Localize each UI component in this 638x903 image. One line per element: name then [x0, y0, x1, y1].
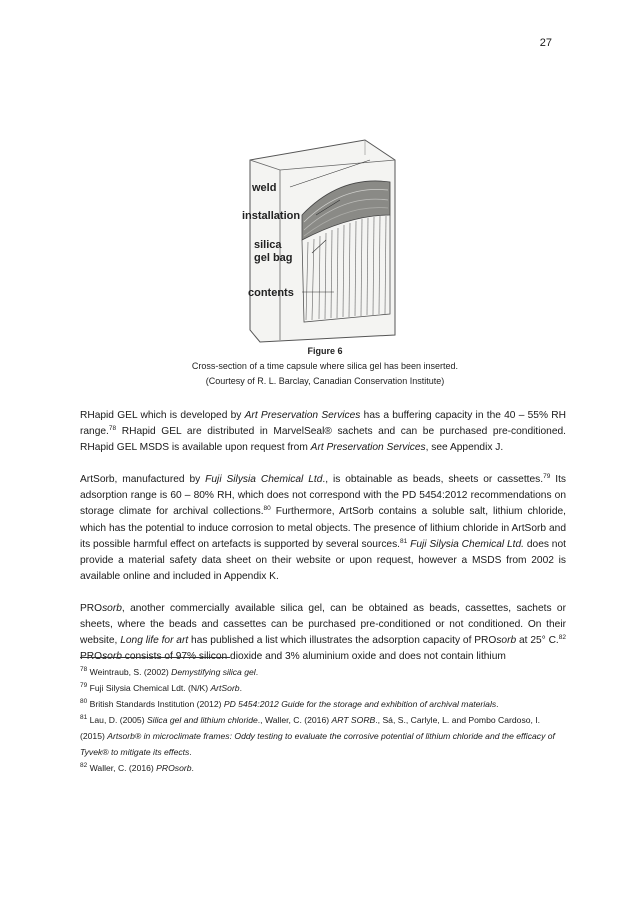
figure-caption-text: Cross-section of a time capsule where silica gel has been inserted.	[191, 361, 459, 371]
paragraph-prosorb: PROsorb, another commercially available silica gel, can be obtained as beads, cassettes, sachets or sheets, where the beads and cassettes can be purchased pre-conditioned or not conditioned. On their website, Long life for art has published a list which illustrates the adsorption capacity of PROsorb at 25° C.$^{82}$ PROsorb consists of 97% silicon dioxide and 3% aluminium oxide and does not contain lithium	[80, 602, 566, 663]
footnote-ref-82[interactable]: 82	[558, 634, 566, 642]
label-installation: installation	[242, 210, 301, 222]
paragraph-rhapid: RHapid GEL which is developed by Art Preservation Services has a buffering capacity in the 40 – 55% RH range.$^{78}$ RHapid GEL are distributed in MarvelSeal® sachets and can be purchased pre-conditioned. RHapid GEL MSDS is available upon request from Art Preservation Services, see Appendix J.	[80, 410, 566, 454]
footnotes	[80, 664, 566, 776]
footnote-81: $^{81}$ Lau, D. (2005) Silica gel and lithium chloride., Waller, C. (2016) ART SORB., Sá, S., Carlyle, L. and Pombo Cardoso, I. (2015) Artsorb® in microclimate frames: Oddy testing to evaluate the corrosive potential of lithium chloride and the efficacy of Tyvek® to mitigate its effects.	[80, 714, 555, 757]
footnote-ref-79[interactable]: 79	[543, 473, 551, 481]
page-number: 27	[539, 37, 552, 49]
figure-credit: (Courtesy of R. L. Barclay, Canadian Conservation Institute)	[205, 376, 445, 386]
time-capsule-drawing	[230, 130, 415, 350]
footnote-divider	[80, 657, 230, 658]
footnote-ref-78[interactable]: 78	[108, 425, 117, 433]
label-weld: weld	[252, 182, 277, 194]
paragraph-artsorb: ArtSorb, manufactured by Fuji Silysia Chemical Ltd., is obtainable as beads, sheets or cassettes.$^{79}$ Its adsorption range is 60 – 80% RH, which does not correspond with the PD 5454:2012 recommendations on storage climate for archival collections.$^{80}$ Furthermore, ArtSorb contains a soluble salt, lithium chloride, which has the potential to induce corrosion to metal objects. The presence of lithium chloride in ArtSorb and its possible harmful effect on artefacts is supported by several sources.$^{81}$ Fuji Silysia Chemical Ltd. does not provide a material safety data sheet on their website or upon request, however a MSDS from 2002 is available online and included in Appendix K.	[80, 473, 566, 582]
footnote-80: $^{80}$ British Standards Institution (2012) PD 5454:2012 Guide for the storage and exhibition of archival materials.	[80, 698, 499, 709]
footnote-78: $^{78}$ Weintraub, S. (2002) Demystifying silica gel.	[80, 666, 259, 677]
label-gel-bag: gel bag	[254, 252, 293, 264]
figure-caption	[80, 344, 570, 389]
figure-title: Figure 6	[307, 346, 343, 356]
body-text	[80, 408, 566, 681]
label-contents: contents	[248, 287, 294, 299]
label-silica: silica	[254, 239, 282, 251]
footnote-79: $^{79}$ Fuji Silysia Chemical Ldt. (N/K) ArtSorb.	[80, 682, 242, 693]
footnote-ref-81[interactable]: 81	[400, 537, 408, 545]
footnote-82: $^{82}$ Waller, C. (2016) PROsorb.	[80, 762, 194, 773]
footnote-ref-80[interactable]: 80	[263, 505, 271, 513]
figure-illustration	[230, 130, 415, 350]
